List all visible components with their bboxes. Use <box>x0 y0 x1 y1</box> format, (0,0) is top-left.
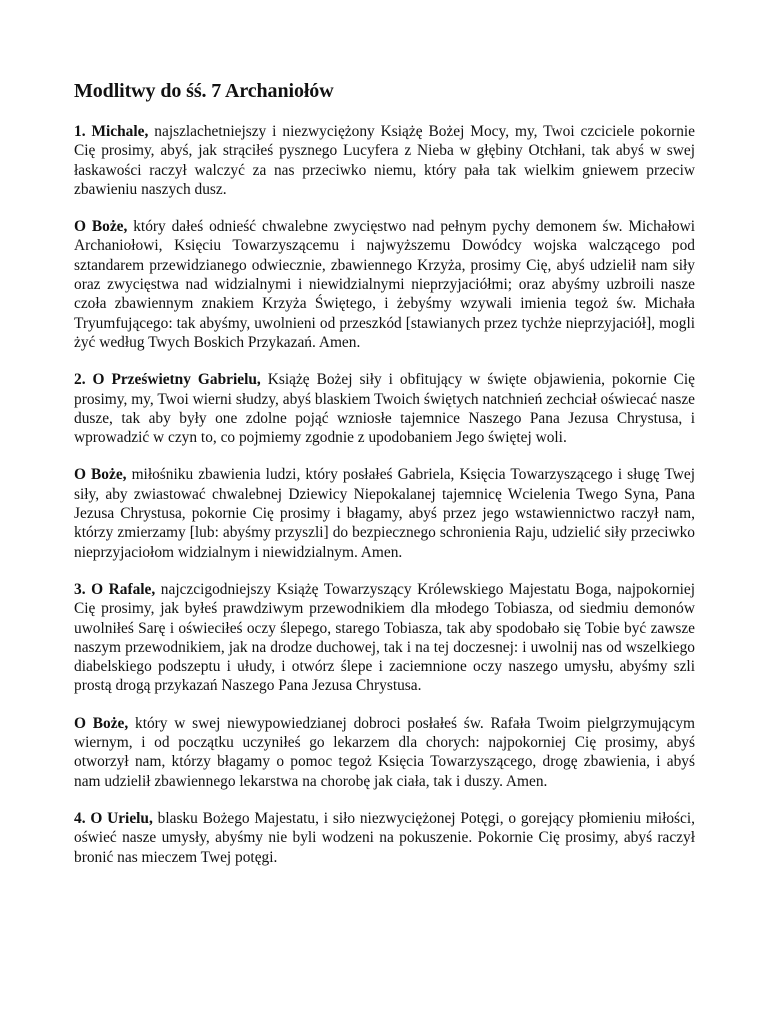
paragraph-lead: 1. Michale, <box>74 123 149 140</box>
paragraph-text: blasku Bożego Majestatu, i siło niezwyciężonej Potęgi, o gorejący płomieniu miłości, oświeć nasze umysły, abyśmy nie byli wodzeni na pokuszenie. Pokornie Cię prosimy, abyś raczył bronić nas mieczem Twej potęgi. <box>74 809 695 866</box>
paragraph-text: najszlachetniejszy i niezwyciężony Książę Bożej Mocy, my, Twoi czciciele pokornie Cię prosimy, abyś, jak strąciłeś pysznego Lucyfera z Nieba w głębiny Otchłani, tak abyś w swej łaskawości raczył walczyć za nas przeciwko niemu, który pała tak wielkim gniewem przeciw zbawieniu naszych dusz. <box>74 123 696 198</box>
document-body <box>74 78 695 885</box>
paragraph-lead: O Boże, <box>74 218 128 236</box>
paragraph-lead: O Boże, <box>74 466 127 484</box>
paragraph-text: najczcigodniejszy Książę Towarzyszący Królewskiego Majestatu Boga, najpokorniej Cię prosimy, jak byłeś prawdziwym przewodnikiem dla młodego Tobiasza, od siedmiu demonów uwolniłeś Sarę i oświeciłeś oczy ślepego, starego Tobiasza, tak aby spodobało się Tobie być zawsze naszym przewodnikiem, jak na drodze duchowej, tak i na tej doczesnej: i uwolnij nas od wszelkiego diabelskiego podszeptu i ułudy, i otwórz ślepe i zaciemnione oczy naszego umysłu, abyśmy szli prostą drogą przykazań Naszego Pana Jezusa Chrystusa. <box>74 580 695 695</box>
paragraph-lead: 2. O Prześwietny Gabrielu, <box>74 371 261 389</box>
prayer-paragraph <box>74 465 695 561</box>
prayer-paragraph <box>74 370 695 447</box>
prayer-paragraph <box>74 714 695 791</box>
document-title: Modlitwy do śś. 7 Archaniołów <box>74 80 334 102</box>
paragraph-text: Książę Bożej siły i obfitujący w święte objawienia, pokornie Cię prosimy, my, Twoi wierni słudzy, abyś blaskiem Twoich świętych natchnień zechciał oświecać nasze dusze, tak aby były one zdolne pojąć wzniosłe tajemnice Naszego Pana Jezusa Chrystusa, i wprowadzić w czyn to, co pojmiemy zgodnie z upodobaniem Jego świętej woli. <box>74 371 696 447</box>
prayer-paragraph <box>74 217 695 352</box>
prayer-paragraph <box>74 809 695 867</box>
prayer-paragraph <box>74 580 695 696</box>
prayer-paragraph <box>74 122 695 199</box>
paragraph-lead: 4. O Urielu, <box>74 809 153 827</box>
paragraph-text: miłośniku zbawienia ludzi, który posłałeś Gabriela, Księcia Towarzyszącego i sługę Twej siły, aby zwiastować chwalebnej Dziewicy Niepokalanej tajemnicę Wcielenia Twego Syna, Pana Jezusa Chrystusa, pokornie Cię prosimy i błagamy, abyś przez jego wstawiennictwo raczył nam, którzy zmierzamy [lub: abyśmy przyszli] do bezpiecznego schronienia Raju, udzielić siły przeciwko nieprzyjaciołom widzialnym i niewidzialnym. Amen. <box>74 466 695 561</box>
paragraph-text: który w swej niewypowiedzianej dobroci posłałeś św. Rafała Twoim pielgrzymującym wiernym, i od początku uczyniłeś go lekarzem dla chorych: najpokorniej Cię prosimy, abyś otworzył nam, którzy błagamy o pomoc tegoż Księcia Towarzyszącego, drogę zbawienia, i abyś nam udzielił zbawiennego lekarstwa na chorobę jak ciała, tak i duszy. Amen. <box>74 714 695 790</box>
paragraph-text: który dałeś odnieść chwalebne zwycięstwo nad pełnym pychy demonem św. Michałowi Archaniołowi, Księciu Towarzyszącemu i najwyższemu Dowódcy wojska walczącego pod sztandarem przewidzianego odwiecznie, zbawiennego Krzyża, prosimy Cię, abyś udzielił nam siły oraz zwycięstwa nad widzialnymi i niewidzialnymi nieprzyjaciółmi; oraz abyśmy uzbroili nasze czoła zbawiennym znakiem Krzyża Świętego, i żebyśmy wzywali imienia tegoż św. Michała Tryumfującego: tak abyśmy, uwolnieni od przeszkód [stawianych przez tychże nieprzyjaciół], mogli żyć według Twych Boskich Przykazań. Amen. <box>74 218 695 351</box>
paragraph-lead: O Boże, <box>74 714 129 732</box>
paragraph-lead: 3. O Rafale, <box>74 580 156 598</box>
